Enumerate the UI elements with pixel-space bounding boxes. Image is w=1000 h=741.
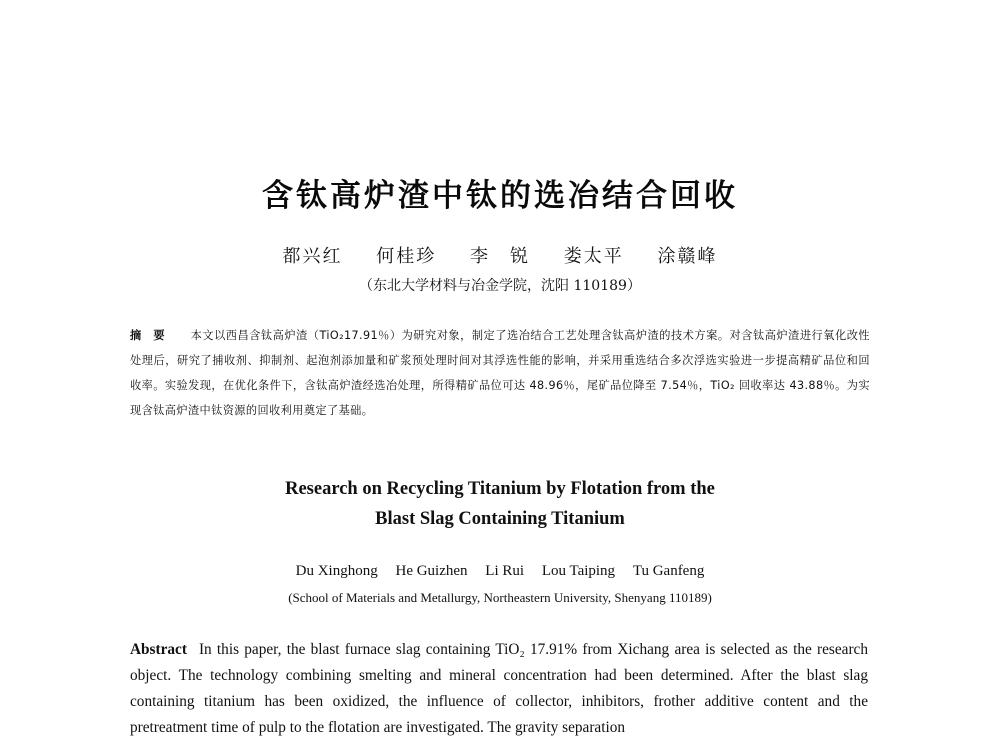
abstract-text-english: In this paper, the blast furnace slag containing TiO₂ 17.91% from Xichang area is selected as the research object. The technology combining smelting and mineral concentration had been determined. After the blast slag containing titanium has been oxidized, the influence of collector, inhibitors, frother additive content and the pretreatment time of pulp to the flotation are investigated. The gravity separation: [130, 641, 868, 736]
author-name: 都兴红: [282, 246, 343, 267]
author-name: 李 锐: [470, 246, 530, 267]
author-name: Lou Taiping: [541, 563, 616, 579]
author-name: 何桂珍: [376, 246, 437, 267]
author-name: 娄太平: [563, 246, 624, 267]
paper-title-english: [0, 474, 1000, 534]
author-name: Du Xinghong: [295, 563, 378, 579]
abstract-label-chinese: 摘要: [130, 329, 177, 342]
abstract-english: [130, 637, 868, 741]
title-line-1: Research on Recycling Titanium by Flotation from the: [285, 479, 715, 499]
abstract-text-chinese: 本文以西昌含钛高炉渣（TiO₂17.91％）为研究对象，制定了选冶结合工艺处理含钛高炉渣的技术方案。对含钛高炉渣进行氧化改性处理后，研究了捕收剂、抑制剂、起泡剂添加量和矿浆预处理时间对其浮选性能的影响，并采用重选结合多次浮选实验进一步提高精矿品位和回收率。实验发现，在优化条件下，含钛高炉渣经选冶处理，所得精矿品位可达 48.96％，尾矿品位降至 7.54％，TiO₂ 回收率达 43.88％。为实现含钛高炉渣中钛资源的回收利用奠定了基础。: [130, 329, 870, 417]
abstract-label-english: Abstract: [130, 641, 187, 658]
paper-title-chinese: 含钛高炉渣中钛的选冶结合回收: [262, 178, 738, 214]
affiliation-english: (School of Materials and Metallurgy, Northeastern University, Shenyang 110189): [288, 590, 712, 605]
author-name: Li Rui: [485, 563, 525, 579]
author-list-chinese: [0, 242, 1000, 268]
title-line-2: Blast Slag Containing Titanium: [375, 509, 625, 529]
abstract-chinese: [130, 323, 870, 423]
author-name: 涂赣峰: [657, 246, 718, 267]
author-name: He Guizhen: [395, 563, 468, 579]
author-name: Tu Ganfeng: [632, 563, 705, 579]
affiliation-chinese: （东北大学材料与冶金学院，沈阳 110189）: [359, 278, 641, 294]
author-list-english: [0, 563, 1000, 580]
